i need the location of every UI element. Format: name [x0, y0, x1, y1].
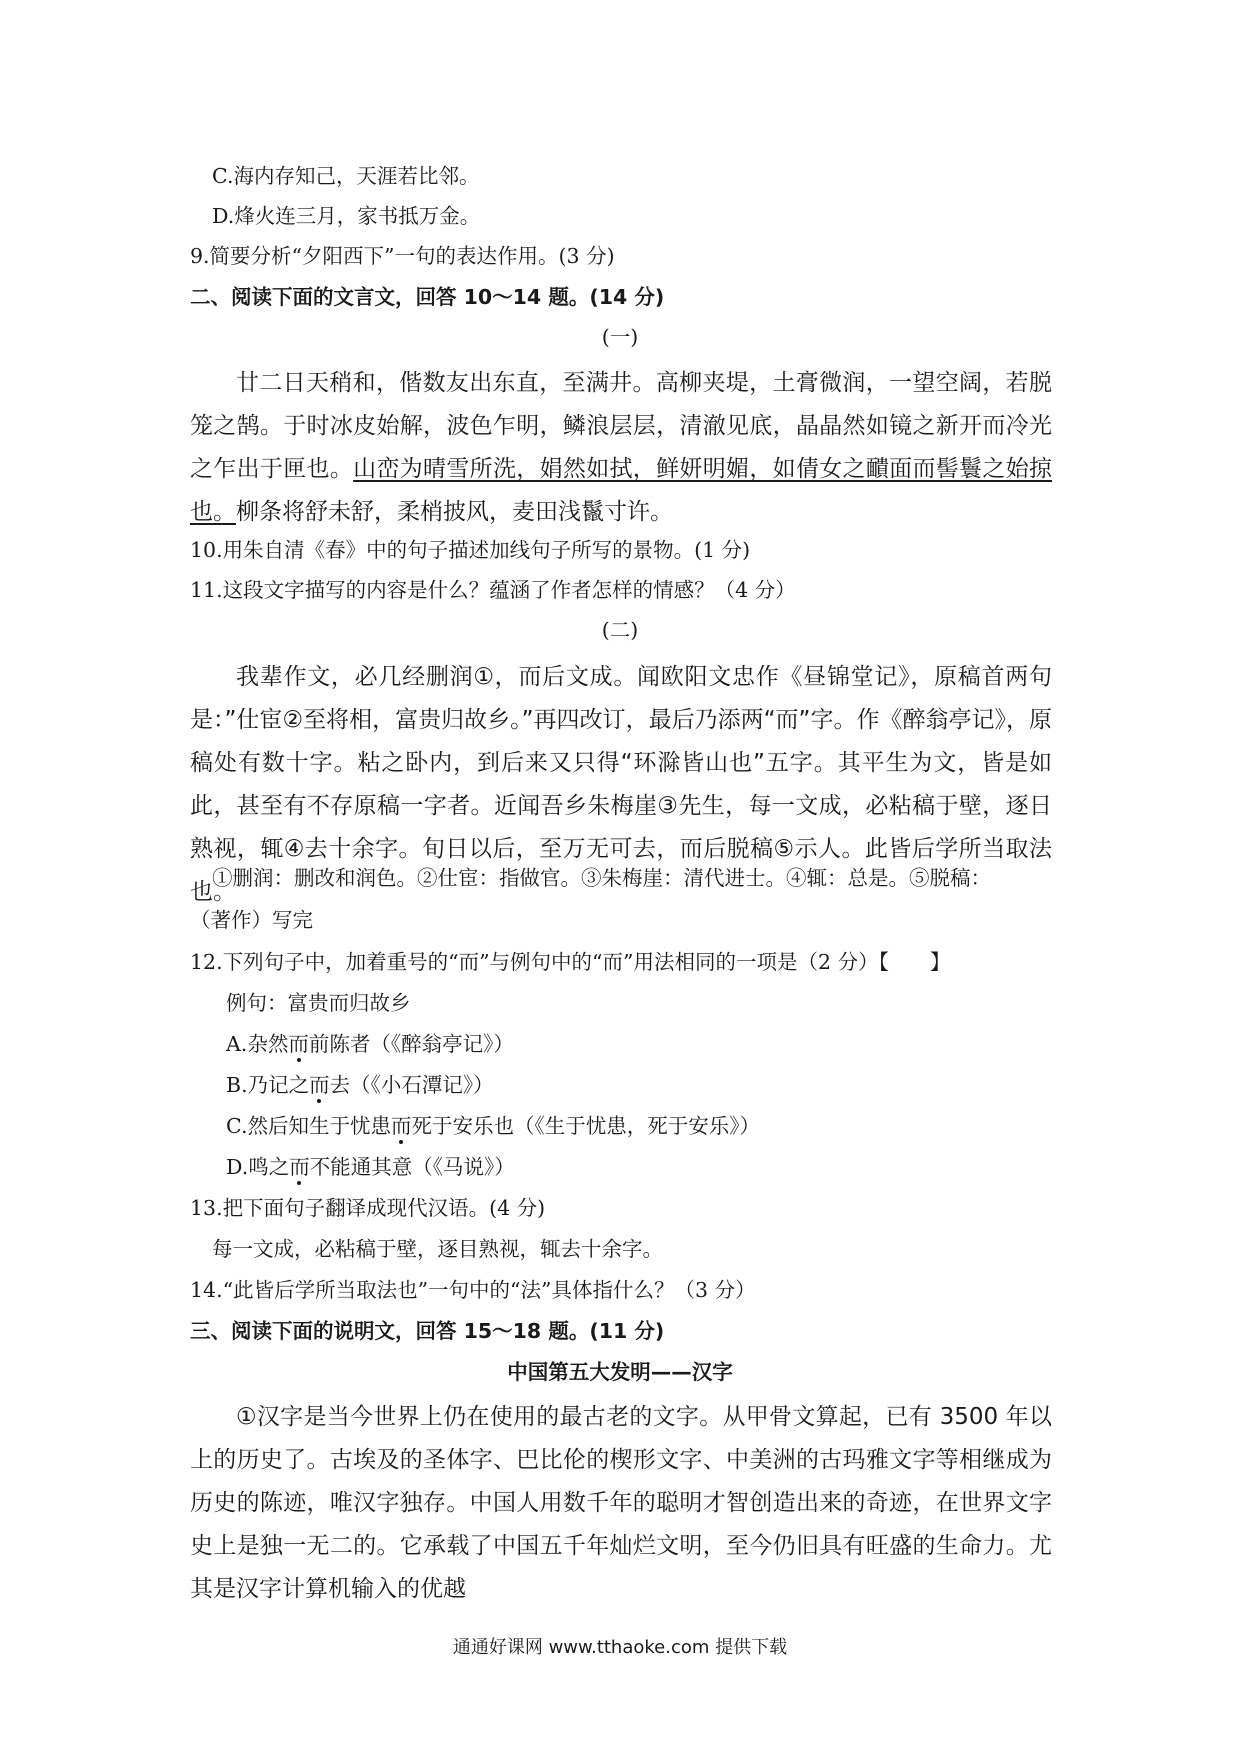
footer-download-note: 通通好课网 www.tthaoke.com 提供下载 — [452, 1637, 788, 1658]
question-12: 12.下列句子中，加着重号的“而”与例句中的“而”用法相同的一项是（2 分）【 】 — [190, 950, 951, 974]
section-3-heading: 三、阅读下面的说明文，回答 15～18 题。(11 分) — [190, 1319, 665, 1343]
question-13: 13.把下面句子翻译成现代汉语。(4 分) — [190, 1196, 546, 1220]
question-13-sentence: 每一文成，必粘稿于壁，逐目熟视，辄去十余字。 — [212, 1237, 663, 1261]
question-8-option-c: C.海内存知己，天涯若比邻。 — [212, 164, 480, 188]
essay-title: 中国第五大发明——汉字 — [507, 1360, 733, 1384]
passage-2-notes: ①删润：删改和润色。②仕宦：指做官。③朱梅崖：清代进士。④辄：总是。⑤脱稿： — [212, 866, 991, 890]
question-12-option-d: D.鸣之而不能通其意（《马说》） — [226, 1155, 515, 1179]
passage-3: ①汉字是当今世界上仍在使用的最古老的文字。从甲骨文算起，已有 3500 年以上的历史了。古埃及的圣体字、巴比伦的楔形文字、中美洲的古玛雅文字等相继成为历史的陈迹，唯汉字独存。中国人用数千年的聪明才智创造出来的奇迹，在世界文字史上是独一无二的。它承载了中国五千年灿烂文明，至今仍旧具有旺盛的生命力。尤其是汉字计算机输入的优越 — [190, 1404, 1052, 1602]
passage-1 — [190, 362, 1052, 534]
section-2-heading: 二、阅读下面的文言文，回答 10～14 题。(14 分) — [190, 285, 665, 309]
emphasis-mark: 而 — [289, 1155, 310, 1179]
passage-1-text-end: 柳条将舒未舒，柔梢披风，麦田浅鬣寸许。 — [236, 499, 673, 525]
question-12-option-c: C.然后知生于忧患而死于安乐也（《生于忧患，死于安乐》） — [226, 1114, 760, 1138]
passage-2: 我辈作文，必几经删润①，而后文成。闻欧阳文忠作《昼锦堂记》，原稿首两句是：”仕宦②至将相，富贵归故乡。”再四改订，最后乃添两“而”字。作《醉翁亭记》，原稿处有数十字。粘之卧内，到后来又只得“环滁皆山也”五字。其平生为文，皆是如此，甚至有不存原稿一字者。近闻吾乡朱梅崖③先生，每一文成，必粘稿于壁，逐日熟视，辄④去十余字。旬日以后，至万无可去，而后脱稿⑤示人。此皆后学所当取法也。 — [190, 664, 1052, 905]
emphasis-mark: 而 — [309, 1073, 330, 1097]
question-12-example: 例句：富贵而归故乡 — [226, 991, 411, 1015]
passage-1-text: 廿二日天稍和，偕数友出东直，至满井。高柳夹堤，土膏微润，一望空阔，若脱笼之鹄。于时冰皮始解，波色乍明，鳞浪层层，清澈见底，晶晶然如镜之新开而冷光之乍出于匣也。 — [190, 370, 1052, 482]
question-8-option-d: D.烽火连三月，家书抵万金。 — [212, 204, 481, 228]
emphasis-mark: 而 — [288, 1032, 309, 1056]
question-9: 9.简要分析“夕阳西下”一句的表达作用。(3 分) — [190, 244, 615, 268]
question-14: 14.“此皆后学所当取法也”一句中的“法”具体指什么？（3 分） — [190, 1278, 756, 1302]
passage-2-label: (二) — [601, 618, 639, 642]
question-10: 10.用朱自清《春》中的句子描述加线句子所写的景物。(1 分) — [190, 538, 751, 562]
passage-2-notes-cont: （著作）写完 — [190, 908, 313, 932]
emphasis-mark: 而 — [390, 1114, 412, 1138]
passage-1-label: (一) — [601, 325, 639, 349]
passage-1-underlined-sentence: 山峦为晴雪所洗，娟然如拭，鲜妍明媚，如倩女之靧面而髻鬟之始掠也。 — [190, 456, 1053, 525]
question-11: 11.这段文字描写的内容是什么？蕴涵了作者怎样的情感？（4 分） — [190, 578, 796, 602]
question-12-option-b: B.乃记之而去（《小石潭记》） — [226, 1073, 494, 1097]
question-12-option-a: A.杂然而前陈者（《醉翁亭记》） — [226, 1032, 514, 1056]
